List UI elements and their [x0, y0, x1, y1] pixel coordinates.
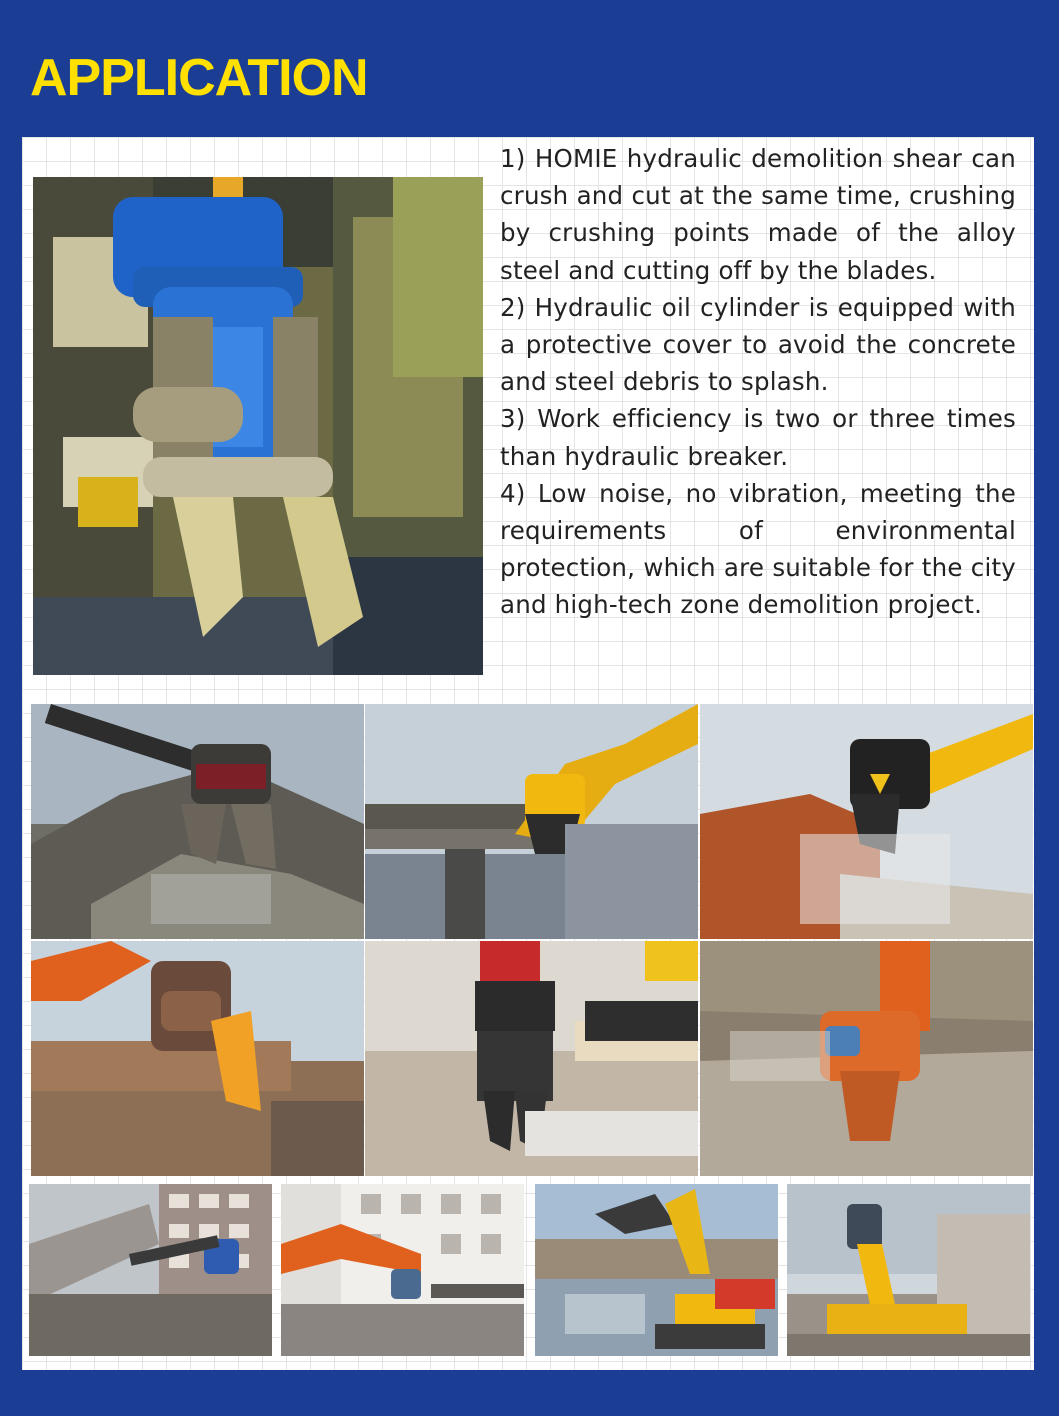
description-point-2: 2) Hydraulic oil cylinder is equipped with a protective cover to avoid the concrete and steel debris to splash. [500, 292, 1016, 397]
yellow-excavator-in-rubble-photo [787, 1184, 1030, 1356]
description-point-1: 1) HOMIE hydraulic demolition shear can crush and cut at the same time, crushing by crushing points made of the alloy steel and cutting off by the blades. [500, 144, 1016, 285]
page-title: APPLICATION [30, 49, 368, 107]
orange-excavator-crushing-beam-photo [31, 941, 364, 1176]
red-black-shear-close-up-photo [365, 941, 698, 1176]
description [500, 140, 1016, 624]
hero-blue-demolition-shear-photo [33, 177, 483, 675]
description-point-4: 4) Low noise, no vibration, meeting the requirements of environmental protection, which are suitable for the city and high-tech zone demolition project. [500, 478, 1016, 620]
orange-arm-on-building-photo [281, 1184, 524, 1356]
description-point-3: 3) Work efficiency is two or three times than hydraulic breaker. [500, 404, 1016, 471]
orange-shear-in-debris-photo [700, 941, 1033, 1176]
grey-shear-on-rubble-photo [31, 704, 364, 939]
yellow-excavator-cutting-slab-photo [365, 704, 698, 939]
blue-shear-on-building-photo [29, 1184, 272, 1356]
yellow-excavator-by-lake-photo [535, 1184, 778, 1356]
black-shear-on-yellow-arm-photo [700, 704, 1033, 939]
